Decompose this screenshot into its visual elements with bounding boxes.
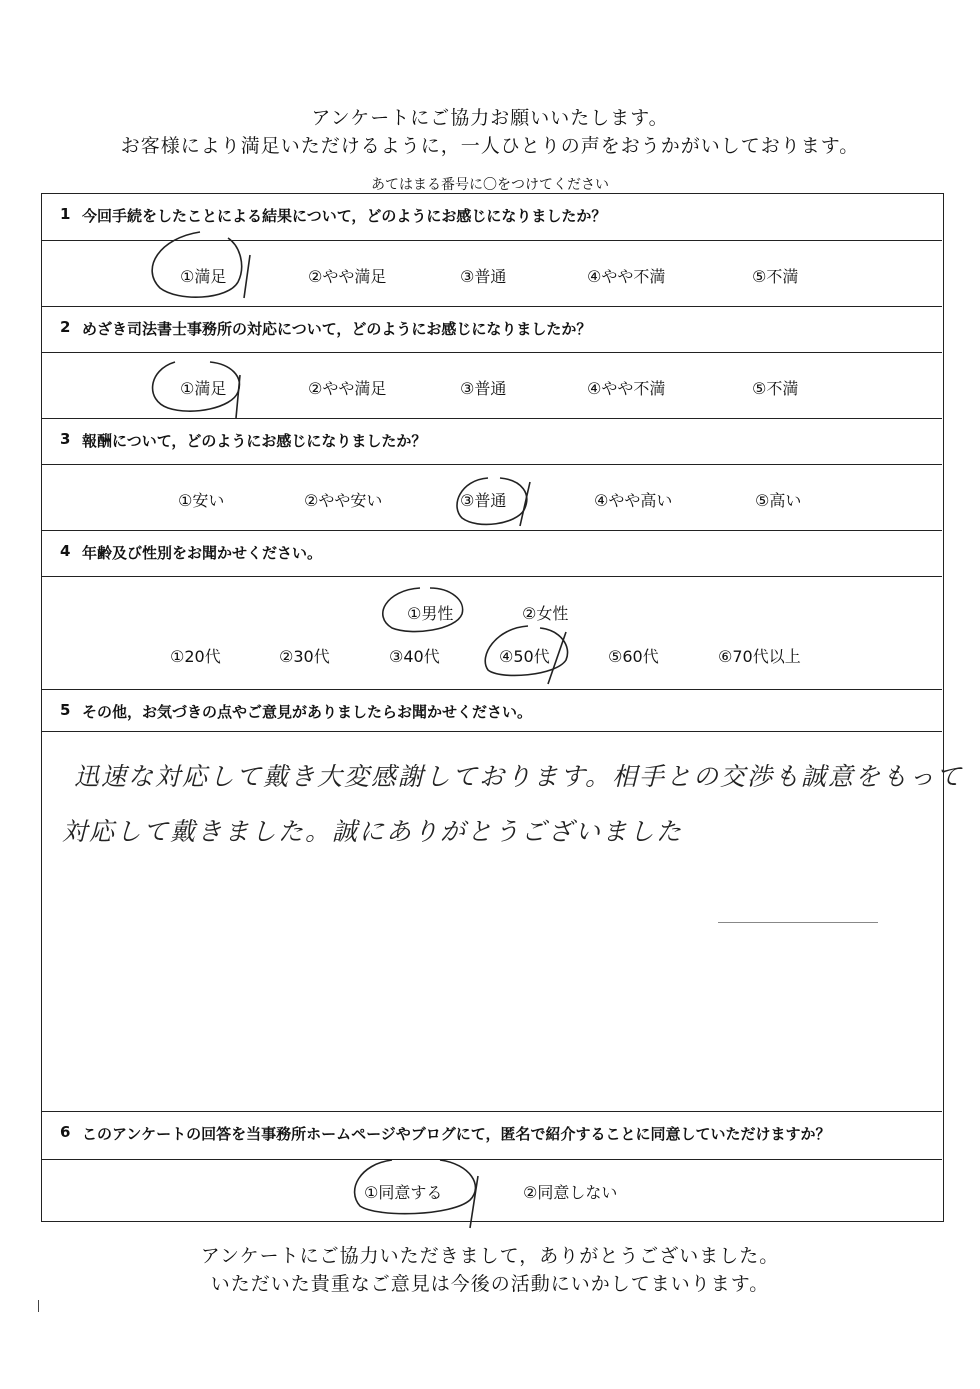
q2-option-4[interactable]: ④やや不満 <box>587 379 666 398</box>
circle-age-tail <box>548 632 566 684</box>
q1-option-4[interactable]: ④やや不満 <box>587 267 666 286</box>
q2-option-5[interactable]: ⑤不満 <box>752 379 799 398</box>
circle-male <box>383 588 463 632</box>
margin-mark <box>38 1300 39 1312</box>
question-number: 2 <box>60 318 71 336</box>
q2-option-3[interactable]: ③普通 <box>460 379 507 398</box>
q1-option-2[interactable]: ②やや満足 <box>308 267 387 286</box>
circle-q3-normal <box>457 478 527 524</box>
header-line-2: お客様により満足いただけるように，一人ひとりの声をおうかがいしております。 <box>120 135 860 157</box>
question-number: 4 <box>60 542 71 560</box>
age-option-50s[interactable]: ④50代 <box>499 647 550 666</box>
question-number: 6 <box>60 1123 71 1141</box>
q3-option-5[interactable]: ⑤高い <box>755 491 802 510</box>
age-option-30s[interactable]: ②30代 <box>279 647 330 666</box>
circle-q2-satisfied <box>153 362 240 411</box>
q6-option-disagree[interactable]: ②同意しない <box>523 1183 618 1202</box>
question-text: このアンケートの回答を当事務所ホームページやブログにて，匿名で紹介することに同意していただけますか？ <box>82 1125 831 1143</box>
q1-option-5[interactable]: ⑤不満 <box>752 267 799 286</box>
q3-option-1[interactable]: ①安い <box>178 491 225 510</box>
header-line-1: アンケートにご協力お願いいたします。 <box>311 107 669 129</box>
q2-option-2[interactable]: ②やや満足 <box>308 379 387 398</box>
question-text: 今回手続をしたことによる結果について，どのようにお感じになりましたか？ <box>82 207 607 225</box>
circle-q2-tail <box>236 375 240 418</box>
question-text: 年齢及び性別をお聞かせください。 <box>82 544 323 562</box>
gender-option-female[interactable]: ②女性 <box>522 604 569 623</box>
circle-q1-satisfied <box>152 232 241 297</box>
q1-option-1[interactable]: ①満足 <box>180 267 227 286</box>
circle-age-50s <box>485 626 567 675</box>
age-option-60s[interactable]: ⑤60代 <box>608 647 659 666</box>
comment-line-2: 対応して戴きました。誠にありがとうございました <box>62 817 684 846</box>
gender-option-male[interactable]: ①男性 <box>407 604 454 623</box>
question-number: 3 <box>60 430 71 448</box>
comment-line-1: 迅速な対応して戴き大変感謝しております。相手との交渉も誠意をもって <box>74 762 964 791</box>
age-option-20s[interactable]: ①20代 <box>170 647 221 666</box>
circle-q1-tail <box>244 255 250 298</box>
footer-line-1: アンケートにご協力いただきまして，ありがとうございました。 <box>200 1245 780 1267</box>
question-number: 1 <box>60 205 71 223</box>
circle-q3-tail <box>520 482 530 526</box>
q2-option-1[interactable]: ①満足 <box>180 379 227 398</box>
instruction-text: あてはまる番号に〇をつけてください <box>371 177 609 193</box>
q1-option-3[interactable]: ③普通 <box>460 267 507 286</box>
q6-option-agree[interactable]: ①同意する <box>364 1183 443 1202</box>
age-option-70s-plus[interactable]: ⑥70代以上 <box>718 647 801 666</box>
q3-option-4[interactable]: ④やや高い <box>594 491 673 510</box>
q3-option-2[interactable]: ②やや安い <box>304 491 383 510</box>
question-text: 報酬について，どのようにお感じになりましたか？ <box>82 432 427 450</box>
q3-option-3[interactable]: ③普通 <box>460 491 507 510</box>
question-number: 5 <box>60 701 71 719</box>
circle-q6-agree <box>355 1160 476 1214</box>
footer-line-2: いただいた貴重なご意見は今後の活動にいかしてまいります。 <box>210 1273 770 1295</box>
question-text: その他，お気づきの点やご意見がありましたらお聞かせください。 <box>82 703 533 721</box>
age-option-40s[interactable]: ③40代 <box>389 647 440 666</box>
circle-q6-tail <box>470 1176 478 1228</box>
question-text: めざき司法書士事務所の対応について，どのようにお感じになりましたか？ <box>82 320 592 338</box>
